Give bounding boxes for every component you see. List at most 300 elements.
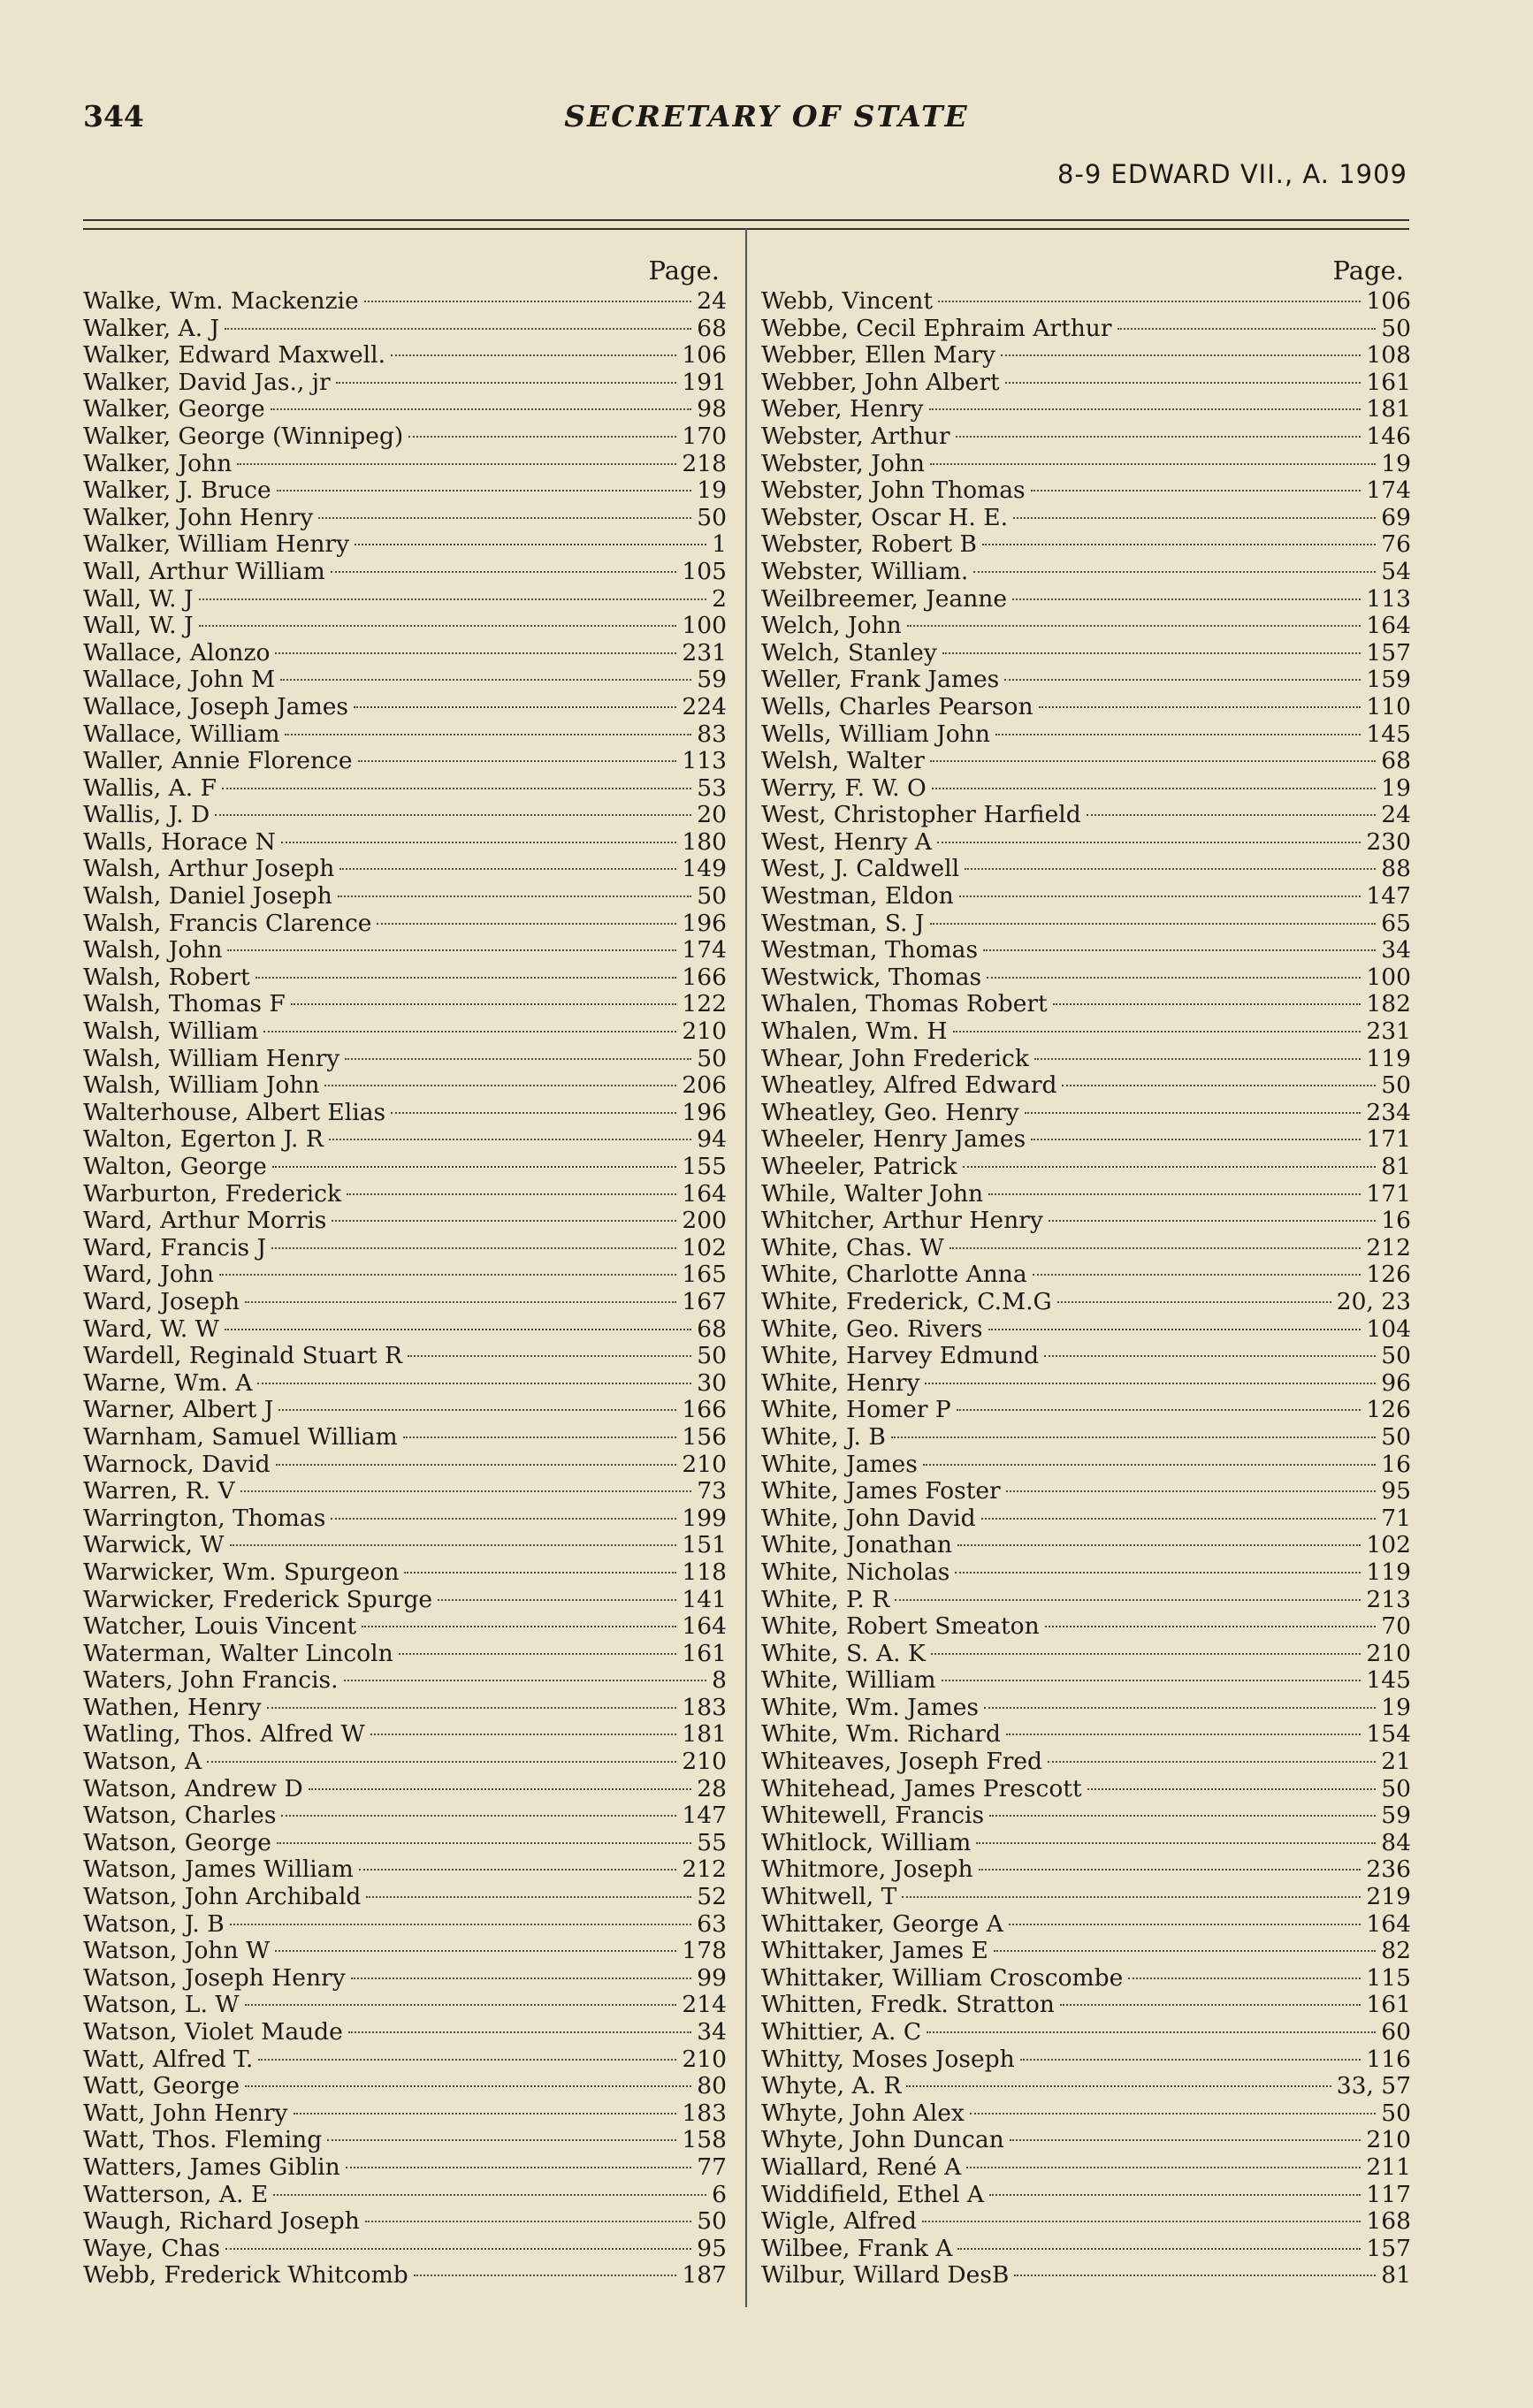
entry-page: 80 (697, 2072, 727, 2100)
dot-leader (362, 1626, 676, 1627)
entry-name: Waugh, Richard Joseph (83, 2207, 360, 2236)
index-entry (83, 1749, 727, 1776)
index-entry (83, 2019, 727, 2046)
index-entry (83, 1587, 727, 1614)
entry-name: White, Jonathan (761, 1531, 952, 1559)
entry-name: Walton, Egerton J. R (83, 1125, 324, 1154)
index-entry (83, 1181, 727, 1208)
dot-leader (377, 923, 676, 925)
entry-name: Warwicker, Frederick Spurge (83, 1585, 433, 1613)
index-entry (83, 1532, 727, 1559)
index-entry (83, 2154, 727, 2182)
dot-leader (957, 1409, 1361, 1411)
entry-page: 33, 57 (1336, 2072, 1411, 2100)
entry-page: 16 (1381, 1450, 1411, 1478)
running-title: SECRETARY OF STATE (564, 99, 969, 133)
entry-page: 98 (697, 395, 727, 423)
dot-leader (1044, 1355, 1376, 1357)
entry-page: 210 (682, 1748, 727, 1776)
entry-page: 81 (1381, 1153, 1411, 1180)
dot-leader (327, 2139, 676, 2141)
entry-name: Wiallard, René A (761, 2153, 962, 2181)
dot-leader (956, 436, 1361, 438)
index-entry (761, 1235, 1411, 1262)
dot-leader (438, 1599, 676, 1601)
index-entry (761, 1587, 1411, 1614)
index-entry (83, 1505, 727, 1533)
entry-page: 50 (1381, 1774, 1411, 1802)
dot-leader (1053, 1003, 1361, 1005)
index-entry (761, 2262, 1411, 2290)
entry-page: 63 (697, 1909, 727, 1938)
index-entry (83, 1911, 727, 1939)
dot-leader (237, 463, 676, 465)
entry-page: 102 (682, 1233, 727, 1261)
index-entry (83, 1884, 727, 1911)
entry-page: 181 (1366, 395, 1411, 423)
index-entry (83, 911, 727, 938)
index-entry (761, 2019, 1411, 2046)
entry-name: Whalen, Wm. H (761, 1017, 948, 1046)
entry-page: 6 (712, 2180, 727, 2208)
entry-page: 182 (1366, 990, 1411, 1018)
index-entry (83, 1316, 727, 1344)
column-divider (745, 228, 747, 2307)
entry-name: Webber, Ellen Mary (761, 341, 996, 370)
entry-name: Walton, George (83, 1153, 267, 1180)
entry-name: Wallace, Joseph James (83, 692, 349, 720)
dot-leader (351, 1977, 692, 1979)
entry-page: 113 (682, 747, 727, 775)
entry-name: Webster, Robert B (761, 530, 978, 559)
entry-page: 59 (697, 666, 727, 694)
index-entry (761, 1830, 1411, 1857)
entry-name: West, J. Caldwell (761, 855, 960, 883)
entry-page: 156 (682, 1422, 727, 1451)
index-entry (761, 1072, 1411, 1100)
entry-page: 157 (1366, 2234, 1411, 2262)
entry-name: Walls, Horace N (83, 827, 276, 856)
entry-name: Wall, Arthur William (83, 557, 325, 585)
index-entry (761, 1559, 1411, 1587)
entry-page: 84 (1381, 1828, 1411, 1856)
index-entry (761, 1965, 1411, 1993)
index-entry (761, 1424, 1411, 1452)
entry-page: 68 (697, 314, 727, 342)
index-entry (83, 1452, 727, 1479)
index-entry (761, 1749, 1411, 1776)
entry-page: 50 (1381, 1422, 1411, 1451)
dot-leader (1006, 1490, 1377, 1492)
entry-name: West, Christopher Harfield (761, 801, 1081, 829)
entry-name: Waye, Chas (83, 2234, 220, 2262)
entry-page: 119 (1366, 1558, 1411, 1586)
entry-name: Welsh, Walter (761, 747, 925, 775)
index-entry (83, 2046, 727, 2074)
entry-name: Wallis, J. D (83, 801, 210, 829)
entry-page: 164 (682, 1179, 727, 1208)
entry-page: 52 (697, 1883, 727, 1911)
entry-name: Webber, John Albert (761, 368, 1000, 396)
dot-leader (1004, 679, 1361, 681)
entry-page: 231 (682, 638, 727, 667)
entry-page: 69 (1381, 503, 1411, 531)
index-entry (761, 531, 1411, 559)
dot-leader (365, 2221, 692, 2222)
dot-leader (256, 977, 677, 979)
entry-page: 183 (682, 1693, 727, 1721)
dot-leader (348, 2031, 691, 2033)
dot-leader (207, 1761, 676, 1763)
entry-name: Westman, Thomas (761, 936, 979, 964)
entry-page: 165 (682, 1261, 727, 1289)
entry-page: 99 (697, 1963, 727, 1992)
entry-page: 81 (1381, 2261, 1411, 2290)
dot-leader (278, 1409, 676, 1411)
index-entry (83, 1478, 727, 1505)
dot-leader (331, 1518, 676, 1520)
index-entry (761, 1181, 1411, 1208)
dot-leader (1001, 354, 1361, 356)
index-entry (83, 1018, 727, 1046)
entry-name: Whitty, Moses Joseph (761, 2045, 1015, 2073)
dot-leader (294, 2113, 677, 2115)
index-entry (761, 748, 1411, 775)
entry-page: 146 (1366, 422, 1411, 450)
entry-name: Wathen, Henry (83, 1693, 262, 1721)
index-entry (83, 883, 727, 911)
index-entry (83, 1965, 727, 1993)
entry-name: Westman, Eldon (761, 882, 954, 911)
entry-page: 122 (682, 990, 727, 1018)
dot-leader (988, 1329, 1361, 1330)
index-entry (761, 640, 1411, 667)
entry-name: Walker, J. Bruce (83, 476, 271, 505)
index-column-right (761, 253, 1411, 2290)
entry-page: 164 (1366, 612, 1411, 640)
dot-leader (344, 1680, 707, 1681)
entry-name: Whitten, Fredk. Stratton (761, 1991, 1055, 2019)
dot-leader (927, 2031, 1376, 2033)
index-entry (761, 991, 1411, 1018)
entry-name: White, Nicholas (761, 1558, 950, 1586)
index-entry (83, 694, 727, 721)
entry-name: White, James Foster (761, 1477, 1001, 1505)
entry-page: 224 (682, 692, 727, 720)
index-entry (83, 829, 727, 857)
dot-leader (331, 571, 677, 573)
entry-page: 164 (1366, 1909, 1411, 1938)
index-entry (761, 342, 1411, 370)
index-entry (761, 2046, 1411, 2074)
entry-name: Wallace, William (83, 720, 280, 748)
entry-name: Whittaker, George A (761, 1909, 1003, 1938)
entry-name: Watt, John Henry (83, 2099, 288, 2127)
entry-name: Walker, David Jas., jr (83, 368, 331, 396)
index-entry (83, 1397, 727, 1424)
entry-name: Whittaker, James E (761, 1937, 988, 1965)
entry-name: Wigle, Alfred (761, 2207, 917, 2236)
index-entry (83, 559, 727, 586)
entry-name: Watling, Thos. Alfred W (83, 1720, 365, 1749)
entry-name: Warwick, W (83, 1531, 225, 1559)
dot-leader (942, 1680, 1361, 1681)
index-entry (761, 1100, 1411, 1127)
entry-page: 171 (1366, 1125, 1411, 1154)
index-entry (761, 1884, 1411, 1911)
entry-name: White, Harvey Edmund (761, 1342, 1040, 1370)
entry-page: 149 (682, 855, 727, 883)
entry-page: 145 (1366, 1666, 1411, 1695)
dot-leader (987, 977, 1361, 979)
entry-page: 174 (682, 936, 727, 964)
entry-name: Warnham, Samuel William (83, 1422, 398, 1451)
dot-leader (957, 1544, 1361, 1546)
index-entry (83, 1802, 727, 1830)
entry-page: 196 (682, 909, 727, 937)
index-entry (83, 1776, 727, 1803)
dot-leader (277, 1842, 691, 1844)
entry-name: Warren, R. V (83, 1477, 235, 1505)
dot-leader (902, 1896, 1361, 1898)
dot-leader (258, 2059, 676, 2061)
entry-page: 21 (1381, 1748, 1411, 1776)
index-entry (761, 2127, 1411, 2154)
entry-page: 50 (697, 503, 727, 531)
dot-leader (230, 1544, 677, 1546)
dot-leader (267, 1707, 677, 1709)
entry-page: 55 (697, 1828, 727, 1856)
entry-name: West, Henry A (761, 827, 932, 856)
entry-name: Warne, Wm. A (83, 1368, 253, 1397)
entry-page: 50 (697, 2207, 727, 2236)
entry-name: Westman, S. J (761, 909, 925, 937)
index-entry (761, 1154, 1411, 1181)
entry-page: 50 (1381, 1342, 1411, 1370)
entry-name: Webster, Arthur (761, 422, 950, 450)
dot-leader (963, 1166, 1377, 1168)
entry-page: 183 (682, 2099, 727, 2127)
entry-name: Warburton, Frederick (83, 1179, 342, 1208)
entry-name: Webster, Oscar H. E. (761, 503, 1009, 531)
column-heading: Page. (1332, 255, 1404, 286)
entry-name: Walsh, Thomas F (83, 990, 286, 1018)
entry-name: Watt, Alfred T. (83, 2045, 254, 2073)
index-entry (761, 613, 1411, 640)
entry-name: Whittaker, William Croscombe (761, 1963, 1124, 1992)
index-entry (83, 1667, 727, 1695)
dot-leader (281, 842, 677, 843)
entry-name: Westwick, Thomas (761, 963, 982, 991)
entry-name: Whalen, Thomas Robert (761, 990, 1048, 1018)
entry-name: Whittier, A. C (761, 2018, 922, 2046)
session-label: 8-9 EDWARD VII., A. 1909 (1056, 159, 1407, 189)
entry-name: Watcher, Louis Vincent (83, 1612, 357, 1641)
entry-name: Watt, Thos. Fleming (83, 2126, 323, 2154)
index-entry (83, 1721, 727, 1749)
entry-name: Whiteaves, Joseph Fred (761, 1748, 1043, 1776)
entry-name: Walker, William Henry (83, 530, 350, 559)
page-number: 344 (83, 99, 144, 133)
entry-page: 231 (1366, 1017, 1411, 1046)
dot-leader (1020, 2059, 1361, 2061)
entry-name: Wallis, A. F (83, 773, 217, 802)
entry-name: Welch, Stanley (761, 638, 937, 667)
dot-leader (973, 571, 1376, 573)
entry-page: 106 (682, 341, 727, 370)
entry-page: 20 (697, 801, 727, 829)
index-entry (761, 1856, 1411, 1884)
entry-name: Wilbur, Willard DesB (761, 2261, 1010, 2290)
dot-leader (1048, 1761, 1376, 1763)
entry-name: Watson, L. W (83, 1991, 240, 2019)
index-entry (83, 964, 727, 992)
dot-leader (227, 949, 676, 951)
dot-leader (336, 382, 677, 384)
index-entry (83, 1261, 727, 1289)
entry-page: 196 (682, 1098, 727, 1126)
dot-leader (257, 1383, 691, 1384)
entry-page: 104 (1366, 1314, 1411, 1343)
entry-name: Walsh, William Henry (83, 1044, 340, 1072)
entry-name: Watson, A (83, 1748, 202, 1776)
dot-leader (1025, 1112, 1361, 1114)
dot-leader (950, 1247, 1361, 1249)
index-entry (761, 451, 1411, 478)
entry-name: Wells, William John (761, 720, 990, 748)
dot-leader (1049, 1220, 1376, 1222)
dot-leader (275, 652, 676, 654)
entry-page: 95 (1381, 1477, 1411, 1505)
index-entry (761, 1802, 1411, 1830)
entry-name: Ward, Joseph (83, 1287, 240, 1315)
dot-leader (324, 1085, 676, 1086)
index-entry (761, 1261, 1411, 1289)
dot-leader (1060, 2004, 1361, 2006)
dot-leader (225, 2248, 691, 2250)
dot-leader (354, 706, 676, 708)
entry-name: Weber, Henry (761, 395, 924, 423)
entry-name: Webster, John Thomas (761, 476, 1026, 505)
index-entry (761, 1911, 1411, 1939)
entry-page: 73 (697, 1477, 727, 1505)
index-entry (83, 1559, 727, 1587)
dot-leader (199, 598, 707, 600)
dot-leader (957, 2248, 1361, 2250)
entry-name: Wardell, Reginald Stuart R (83, 1342, 403, 1370)
entry-name: Werry, F. W. O (761, 773, 927, 802)
dot-leader (359, 1869, 677, 1871)
index-entry (83, 802, 727, 829)
index-entry (761, 694, 1411, 721)
dot-leader (937, 842, 1361, 843)
entry-page: 161 (682, 1639, 727, 1667)
index-entry (83, 1072, 727, 1100)
entry-name: Whitmore, Joseph (761, 1856, 973, 1884)
entry-page: 2 (712, 584, 727, 613)
entry-page: 113 (1366, 584, 1411, 613)
dot-leader (925, 1383, 1376, 1384)
index-entry (83, 316, 727, 343)
index-entry (83, 2262, 727, 2290)
entry-name: Welch, John (761, 612, 902, 640)
dot-leader (979, 1869, 1361, 1871)
entry-page: 65 (1381, 909, 1411, 937)
entry-page: 34 (697, 2018, 727, 2046)
entry-name: White, Frederick, C.M.G (761, 1287, 1052, 1315)
entry-page: 100 (1366, 963, 1411, 991)
dot-leader (245, 2004, 677, 2006)
index-entry (83, 991, 727, 1018)
dot-leader (931, 1653, 1361, 1655)
dot-leader (938, 301, 1361, 302)
index-entry (761, 1478, 1411, 1505)
entry-page: 59 (1381, 1802, 1411, 1830)
index-entry (83, 721, 727, 749)
entry-name: Wheatley, Alfred Edward (761, 1071, 1057, 1100)
entry-page: 24 (697, 287, 727, 315)
entry-page: 116 (1366, 2045, 1411, 2073)
entry-name: Weilbreemer, Jeanne (761, 584, 1008, 613)
entry-page: 100 (682, 612, 727, 640)
entry-page: 210 (682, 1450, 727, 1478)
dot-leader (984, 1707, 1376, 1709)
entry-page: 180 (682, 827, 727, 856)
dot-leader (907, 625, 1361, 627)
dot-leader (309, 1788, 692, 1790)
dot-leader (1033, 1274, 1361, 1276)
entry-name: Wilbee, Frank A (761, 2234, 953, 2262)
entry-name: White, John David (761, 1504, 976, 1532)
dot-leader (245, 2085, 691, 2087)
index-entry (761, 1721, 1411, 1749)
dot-leader (219, 1274, 676, 1276)
dot-leader (408, 436, 676, 438)
entry-page: 83 (697, 720, 727, 748)
dot-leader (922, 2221, 1361, 2222)
entry-name: Watters, James Giblin (83, 2153, 340, 2181)
entry-name: White, Chas. W (761, 1233, 944, 1261)
entry-page: 30 (697, 1368, 727, 1397)
dot-leader (1034, 1058, 1361, 1060)
entry-name: Wall, W. J (83, 584, 194, 613)
index-entry (761, 2236, 1411, 2263)
index-entry (83, 423, 727, 451)
entry-page: 168 (1366, 2207, 1411, 2236)
index-entry (761, 721, 1411, 749)
entry-page: 236 (1366, 1856, 1411, 1884)
entry-name: Waters, John Francis. (83, 1666, 339, 1695)
dot-leader (930, 463, 1376, 465)
entry-page: 1 (712, 530, 727, 559)
entry-name: White, Henry (761, 1368, 920, 1397)
entry-page: 206 (682, 1071, 727, 1100)
index-entry (83, 937, 727, 964)
dot-leader (230, 1924, 692, 1925)
dot-leader (1128, 1977, 1361, 1979)
entry-page: 96 (1381, 1368, 1411, 1397)
index-entry (761, 288, 1411, 316)
entry-name: Walsh, Robert (83, 963, 250, 991)
entry-name: Whitehead, James Prescott (761, 1774, 1082, 1802)
index-entry (83, 640, 727, 667)
dot-leader (1045, 1626, 1377, 1627)
index-entry (761, 1046, 1411, 1073)
entry-page: 170 (682, 422, 727, 450)
dot-leader (281, 1815, 676, 1817)
dot-leader (345, 1058, 691, 1060)
dot-leader (225, 1329, 691, 1330)
